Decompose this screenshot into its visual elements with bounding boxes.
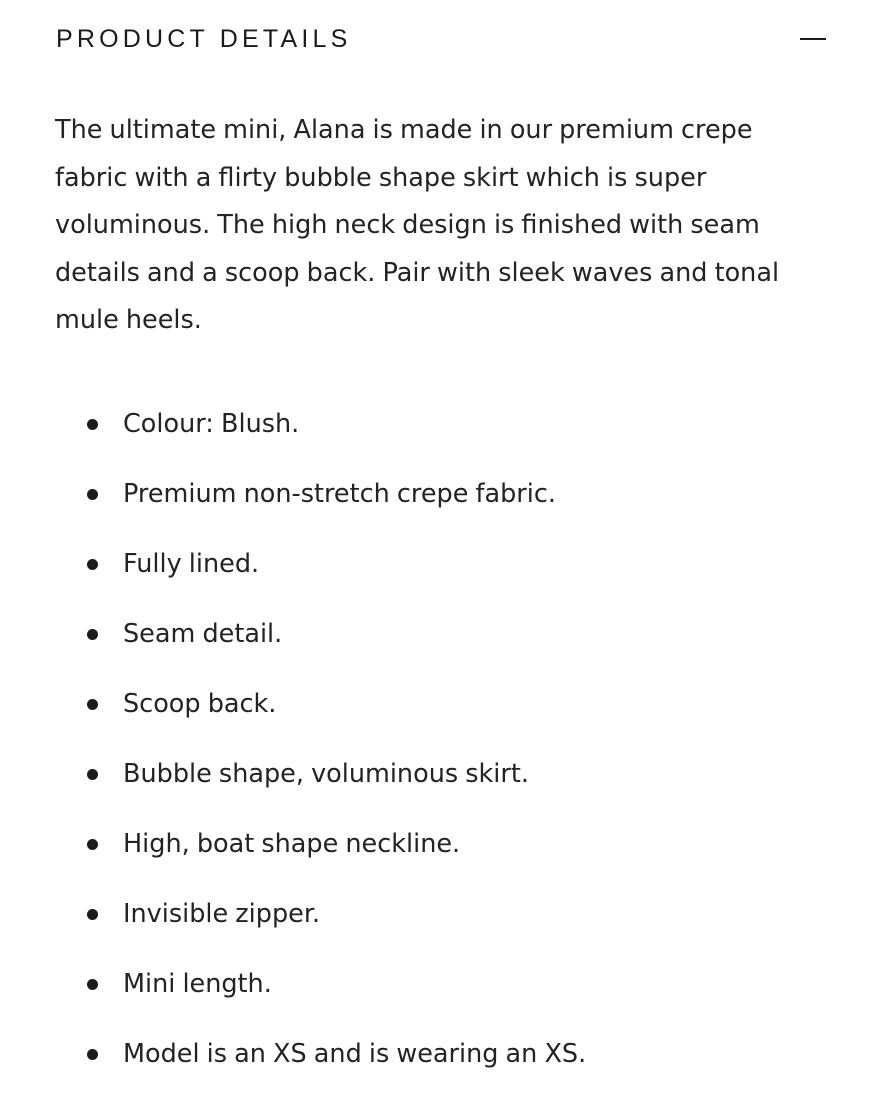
feature-text: Seam detail.: [123, 619, 283, 649]
list-item: [0, 1021, 880, 1091]
product-details-header[interactable]: [0, 0, 880, 80]
feature-text: Fully lined.: [123, 549, 260, 579]
feature-text: Model is an XS and is wearing an XS.: [123, 1039, 587, 1069]
feature-text: Premium non-stretch crepe fabric.: [123, 479, 556, 509]
list-item: [0, 531, 880, 601]
feature-text: Invisible zipper.: [123, 899, 321, 929]
list-item: [0, 741, 880, 811]
feature-list: [0, 391, 880, 1091]
feature-text: Mini length.: [123, 969, 272, 999]
product-description: The ultimate mini, Alana is made in our premium crepe fabric with a flirty bubble shape skirt which is super voluminous. The high neck design is finished with seam details and a scoop back. Pair with sleek waves and tonal mule heels.: [55, 115, 780, 335]
list-item: [0, 391, 880, 461]
list-item: [0, 601, 880, 671]
list-item: [0, 461, 880, 531]
bullet-icon: [87, 489, 98, 500]
feature-text: Colour: Blush.: [123, 409, 300, 439]
bullet-icon: [87, 419, 98, 430]
collapse-toggle-button[interactable]: [798, 20, 828, 56]
bullet-icon: [87, 699, 98, 710]
list-item: [0, 881, 880, 951]
section-title: PRODUCT DETAILS: [56, 25, 352, 53]
minus-icon: [800, 38, 826, 40]
list-item: [0, 951, 880, 1021]
list-item: [0, 671, 880, 741]
bullet-icon: [87, 979, 98, 990]
bullet-icon: [87, 769, 98, 780]
bullet-icon: [87, 559, 98, 570]
bullet-icon: [87, 839, 98, 850]
feature-text: Bubble shape, voluminous skirt.: [123, 759, 529, 789]
bullet-icon: [87, 629, 98, 640]
bullet-icon: [87, 1049, 98, 1060]
list-item: [0, 811, 880, 881]
feature-text: High, boat shape neckline.: [123, 829, 461, 859]
feature-text: Scoop back.: [123, 689, 277, 719]
bullet-icon: [87, 909, 98, 920]
